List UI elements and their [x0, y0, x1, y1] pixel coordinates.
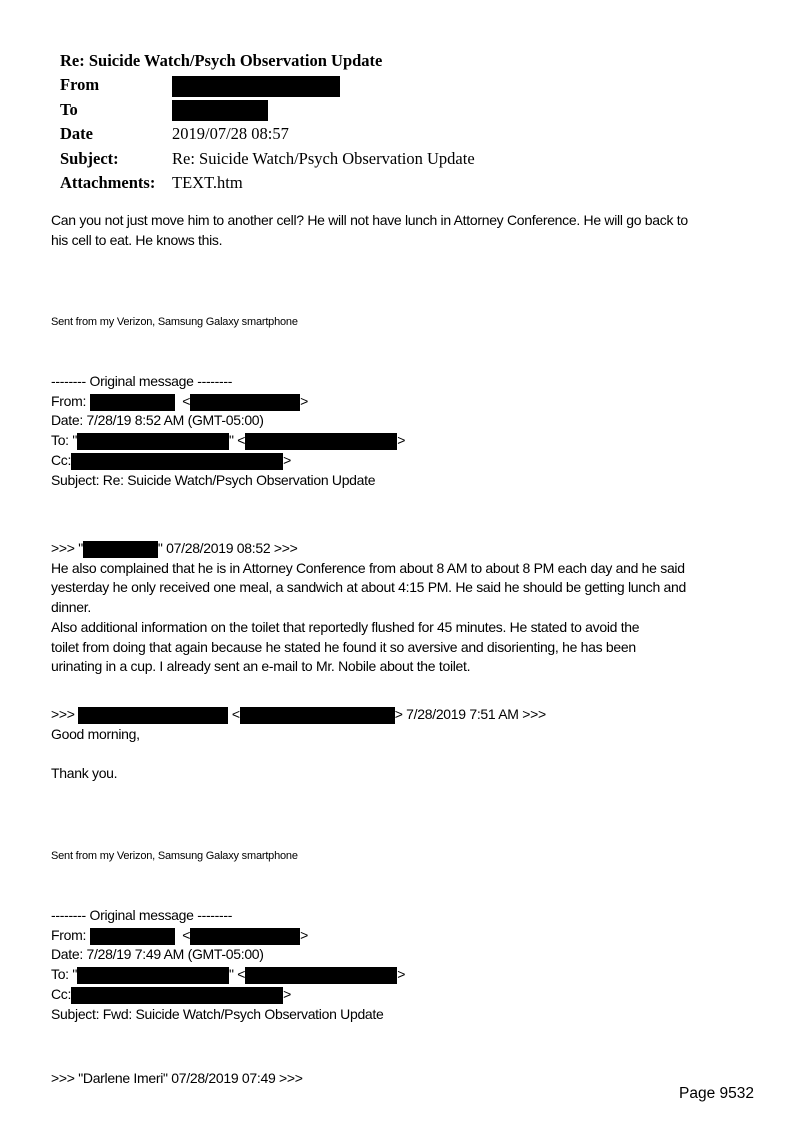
redaction	[78, 707, 228, 724]
redaction	[77, 433, 229, 450]
to-line	[51, 431, 756, 451]
quote-mid: <	[231, 706, 240, 722]
redaction	[245, 433, 397, 450]
gt-symbol: >	[283, 451, 291, 468]
page-number: Page 9532	[679, 1085, 754, 1102]
redaction	[190, 928, 300, 945]
quote-header	[51, 539, 756, 559]
subject-line: Subject: Fwd: Suicide Watch/Psych Observation Update	[51, 1005, 384, 1022]
body-line: toilet from doing that again because he stated he found it so aversive and disorienting, he has been	[51, 638, 636, 655]
divider-text: -------- Original message --------	[51, 373, 233, 389]
lt-symbol: <	[182, 392, 191, 409]
attachments-value: TEXT.htm	[172, 173, 243, 192]
redaction	[71, 453, 283, 470]
to-row	[60, 98, 475, 123]
redaction	[240, 707, 395, 724]
divider-text: -------- Original message --------	[51, 907, 233, 923]
from-prefix: From:	[51, 926, 87, 943]
body-line: dinner.	[51, 599, 91, 616]
to-mid: " <	[229, 966, 246, 983]
date-value: 2019/07/28 08:57	[172, 124, 289, 143]
signature: Sent from my Verizon, Samsung Galaxy smartphone	[51, 850, 298, 862]
quoted-message	[51, 705, 756, 784]
gt-symbol: >	[397, 966, 406, 983]
to-prefix: To: "	[51, 432, 78, 449]
greeting: Good morning,	[51, 725, 140, 742]
thanks: Thank you.	[51, 765, 118, 782]
lt-symbol: <	[182, 926, 191, 943]
quote-suffix: > 7/28/2019 7:51 AM >>>	[394, 706, 546, 722]
from-line	[51, 392, 756, 412]
body-line: He also complained that he is in Attorney Conference from about 8 AM to about 8 PM each day and he said	[51, 559, 685, 576]
date-line: Date: 7/28/19 8:52 AM (GMT-05:00)	[51, 412, 264, 429]
redaction	[77, 967, 229, 984]
quoted-message	[51, 539, 756, 677]
body-line: Can you not just move him to another cell? He will not have lunch in Attorney Conference. He will go back to	[51, 212, 688, 228]
original-message-header	[51, 372, 756, 490]
to-line	[51, 965, 756, 985]
quote-header: >>> "Darlene Imeri" 07/28/2019 07:49 >>>	[51, 1073, 303, 1083]
cc-line	[51, 985, 756, 1005]
body-line: Also additional information on the toilet that reportedly flushed for 45 minutes. He stated to avoid the	[51, 618, 640, 635]
redaction	[71, 987, 283, 1004]
body-line: yesterday he only received one meal, a sandwich at about 4:15 PM. He said he should be getting lunch and	[51, 579, 687, 596]
cc-prefix: Cc:	[51, 451, 72, 468]
body-line: his cell to eat. He knows this.	[51, 231, 223, 248]
date-row	[60, 122, 475, 147]
body-line: urinating in a cup. I already sent an e-mail to Mr. Nobile about the toilet.	[51, 658, 471, 675]
date-line: Date: 7/28/19 7:49 AM (GMT-05:00)	[51, 946, 264, 963]
reply-body	[51, 211, 756, 250]
from-row	[60, 73, 475, 98]
redaction	[90, 928, 175, 945]
gt-symbol: >	[397, 432, 406, 449]
redaction	[83, 541, 158, 558]
quote-prefix: >>>	[51, 706, 75, 722]
original-message-header	[51, 906, 756, 1024]
attachments-row	[60, 171, 475, 196]
redaction	[90, 394, 175, 411]
quote-header	[51, 705, 756, 725]
attachments-label: Attachments:	[60, 173, 156, 192]
from-label: From	[60, 75, 100, 94]
redaction	[245, 967, 397, 984]
gt-symbol: >	[300, 392, 309, 409]
date-label: Date	[60, 124, 93, 143]
from-line	[51, 926, 756, 946]
subject-value: Re: Suicide Watch/Psych Observation Update	[172, 148, 475, 168]
email-title: Re: Suicide Watch/Psych Observation Update	[60, 51, 383, 70]
to-label: To	[60, 99, 78, 119]
subject-row	[60, 147, 475, 172]
subject-label: Subject:	[60, 148, 119, 168]
cc-line	[51, 451, 756, 471]
redaction	[190, 394, 300, 411]
cc-prefix: Cc:	[51, 985, 72, 1002]
quote-suffix: " 07/28/2019 08:52 >>>	[157, 540, 298, 556]
clipped-quote-header	[51, 1073, 451, 1083]
from-prefix: From:	[51, 392, 87, 409]
redaction	[172, 100, 268, 121]
to-prefix: To: "	[51, 966, 78, 983]
email-header	[60, 49, 475, 196]
signature: Sent from my Verizon, Samsung Galaxy smartphone	[51, 316, 298, 328]
gt-symbol: >	[300, 926, 309, 943]
subject-line: Subject: Re: Suicide Watch/Psych Observation Update	[51, 471, 376, 488]
gt-symbol: >	[283, 985, 291, 1002]
quote-prefix: >>> "	[51, 540, 83, 556]
redaction	[172, 76, 340, 97]
to-mid: " <	[229, 432, 246, 449]
